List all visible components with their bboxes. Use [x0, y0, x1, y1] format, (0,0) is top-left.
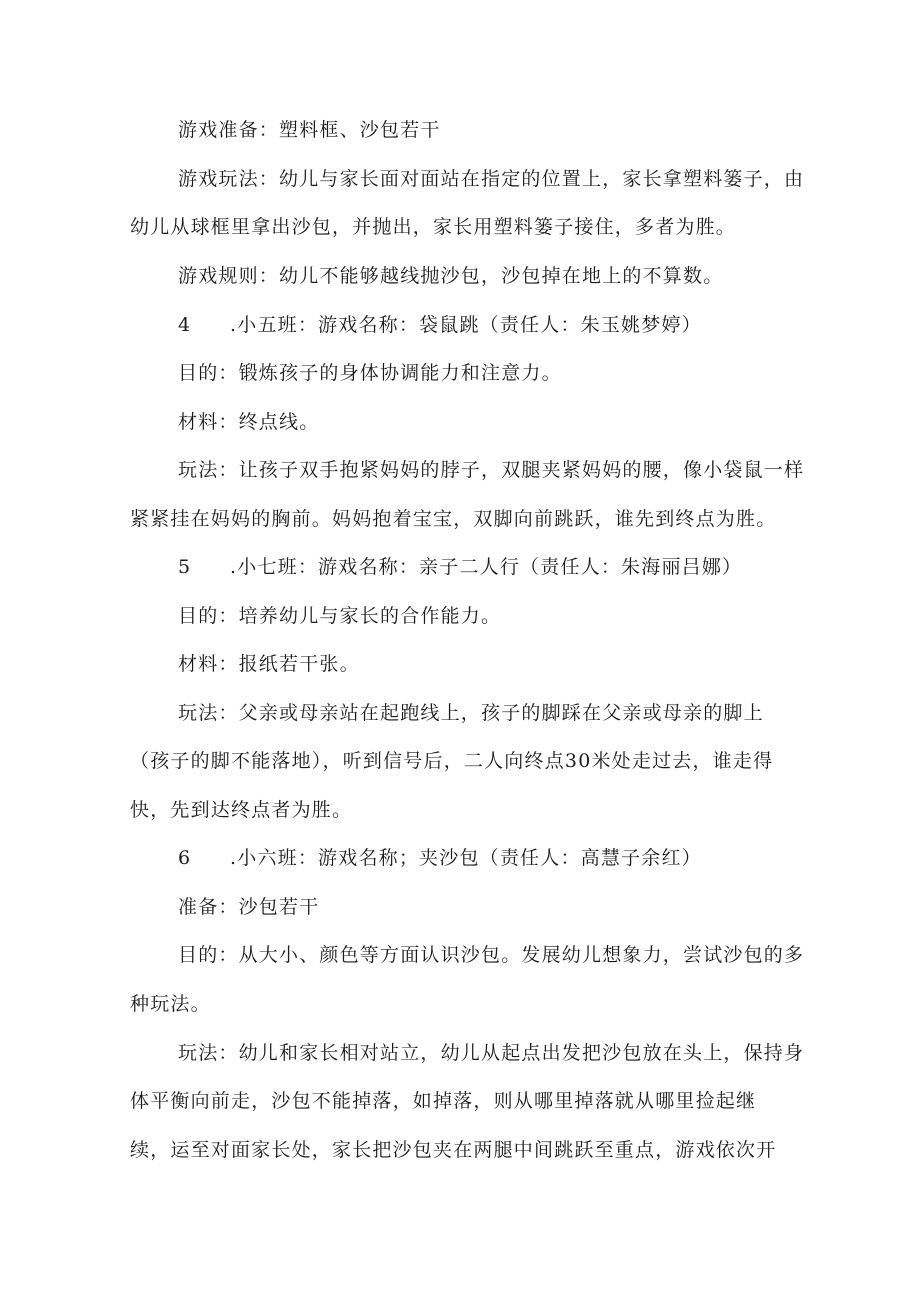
paragraph-play-4-line1: 玩法：让孩子双手抱紧妈妈的脖子，双腿夹紧妈妈的腰，像小袋鼠一样	[178, 459, 805, 481]
paragraph-play-6-line3: 续，运至对面家长处，家长把沙包夹在两腿中间跳跃至重点，游戏依次开	[130, 1139, 777, 1161]
paragraph-game-play-line2: 幼儿从球框里拿出沙包，并抛出，家长用塑料篓子接住，多者为胜。	[130, 216, 737, 238]
paragraph-game-rules: 游戏规则：幼儿不能够越线抛沙包，沙包掉在地上的不算数。	[178, 265, 724, 287]
section-heading-4: .小五班：游戏名称：袋鼠跳（责任人：朱玉姚梦婷）	[230, 314, 702, 336]
paragraph-purpose-6-line1: 目的：从大小、颜色等方面认识沙包。发展幼儿想象力，尝试沙包的多	[178, 944, 805, 966]
paragraph-play-6-line2: 体平衡向前走，沙包不能掉落，如掉落，则从哪里掉落就从哪里捡起继	[130, 1090, 757, 1112]
paragraph-purpose-6-line2: 种玩法。	[130, 993, 211, 1015]
paragraph-purpose-5: 目的：培养幼儿与家长的合作能力。	[178, 605, 502, 627]
paragraph-prep-6: 准备：沙包若干	[178, 896, 320, 918]
section-number-4: 4	[178, 314, 191, 336]
paragraph-play-4-line2: 紧紧挂在妈妈的胸前。妈妈抱着宝宝，双脚向前跳跃，谁先到终点为胜。	[130, 508, 777, 530]
paragraph-play-5-line3: 快，先到达终点者为胜。	[130, 799, 353, 821]
paragraph-materials-5: 材料：报纸若干张。	[178, 653, 360, 675]
paragraph-play-5-line1: 玩法：父亲或母亲站在起跑线上，孩子的脚踩在父亲或母亲的脚上	[178, 702, 764, 724]
section-heading-5: .小七班：游戏名称：亲子二人行（责任人：朱海丽吕娜）	[230, 556, 743, 578]
paragraph-purpose-4: 目的：锻炼孩子的身体协调能力和注意力。	[178, 362, 562, 384]
paragraph-game-play-line1: 游戏玩法：幼儿与家长面对面站在指定的位置上，家长拿塑料篓子，由	[178, 168, 805, 190]
paragraph-play-5-line2: （孩子的脚不能落地），听到信号后，二人向终点30米处走过去，谁走得	[130, 750, 774, 772]
section-number-5: 5	[178, 556, 191, 578]
section-heading-6: .小六班：游戏名称；夹沙包（责任人：高慧子余红）	[230, 847, 702, 869]
paragraph-game-prep: 游戏准备：塑料框、沙包若干	[178, 119, 441, 141]
section-number-6: 6	[178, 847, 191, 869]
paragraph-materials-4: 材料：终点线。	[178, 411, 320, 433]
paragraph-play-6-line1: 玩法：幼儿和家长相对站立，幼儿从起点出发把沙包放在头上，保持身	[178, 1042, 805, 1064]
